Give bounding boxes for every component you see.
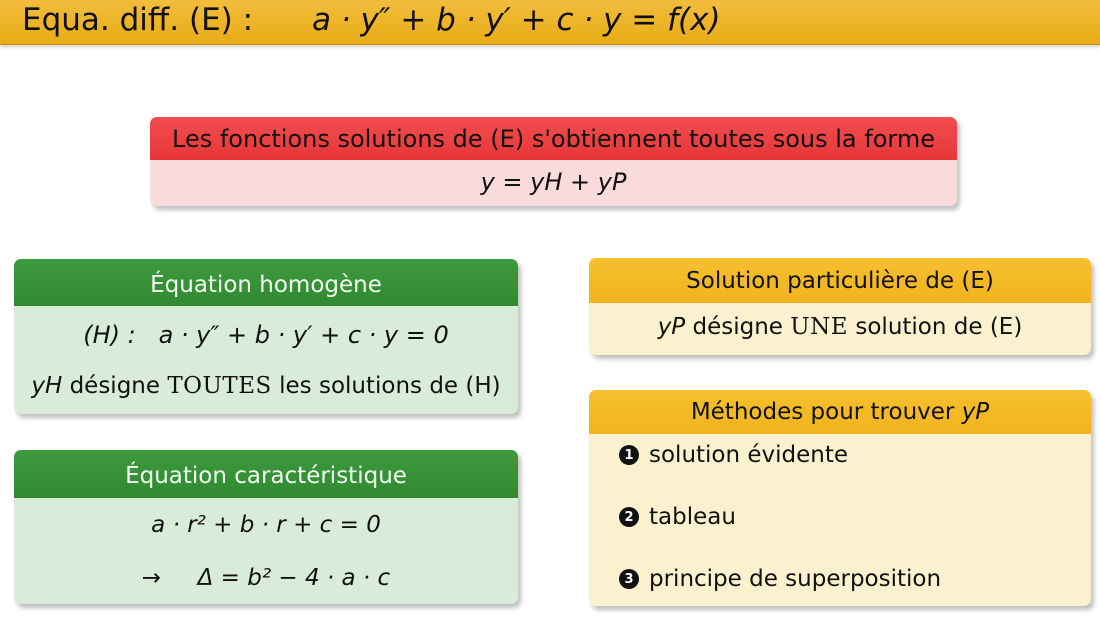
title-equation: a · y″ + b · y′ + c · y = f(x) bbox=[312, 2, 721, 38]
homogeneous-equation-block bbox=[14, 259, 518, 414]
discriminant-formula: → Δ = b² − 4 · a · c bbox=[141, 565, 391, 591]
homogeneous-equation-header: Équation homogène bbox=[14, 259, 518, 306]
title-bar bbox=[0, 0, 1100, 45]
characteristic-equation-formula: a · r² + b · r + c = 0 bbox=[151, 512, 381, 538]
particular-note-var: yP bbox=[657, 314, 686, 340]
particular-note bbox=[589, 314, 1091, 340]
homogeneous-note-emphasis: TOUTES bbox=[167, 373, 272, 399]
characteristic-equation-block bbox=[14, 450, 518, 604]
solution-form-block bbox=[150, 117, 957, 206]
number-3-icon: 3 bbox=[619, 569, 639, 589]
method-item-label: tableau bbox=[649, 504, 736, 530]
method-item-label: solution évidente bbox=[649, 442, 849, 468]
particular-note-pre: désigne bbox=[685, 314, 791, 340]
method-item bbox=[619, 504, 736, 530]
homogeneous-equation-formula: (H) : a · y″ + b · y′ + c · y = 0 bbox=[83, 321, 449, 349]
solution-form-formula: y = yH + yP bbox=[480, 168, 627, 196]
methods-header-var: yP bbox=[961, 399, 990, 425]
title-label: Equa. diff. (E) : bbox=[22, 2, 254, 38]
particular-note-post: solution de (E) bbox=[848, 314, 1023, 340]
methods-header-text: Méthodes pour trouver bbox=[690, 399, 962, 425]
particular-solution-block bbox=[589, 258, 1091, 355]
characteristic-equation-header: Équation caractéristique bbox=[14, 450, 518, 498]
method-item bbox=[619, 442, 848, 468]
particular-solution-header: Solution particulière de (E) bbox=[589, 258, 1091, 303]
solution-form-header: Les fonctions solutions de (E) s'obtiennent toutes sous la forme bbox=[150, 117, 957, 160]
homogeneous-note-pre: désigne bbox=[62, 373, 168, 399]
methods-block bbox=[589, 390, 1091, 606]
homogeneous-note-post: les solutions de (H) bbox=[271, 373, 501, 399]
number-1-icon: 1 bbox=[619, 445, 639, 465]
method-item bbox=[619, 566, 941, 592]
number-2-icon: 2 bbox=[619, 507, 639, 527]
homogeneous-note bbox=[14, 373, 518, 399]
particular-note-emphasis: UNE bbox=[790, 314, 849, 340]
methods-header bbox=[589, 390, 1091, 434]
homogeneous-note-var: yH bbox=[31, 373, 63, 399]
method-item-label: principe de superposition bbox=[649, 566, 942, 592]
